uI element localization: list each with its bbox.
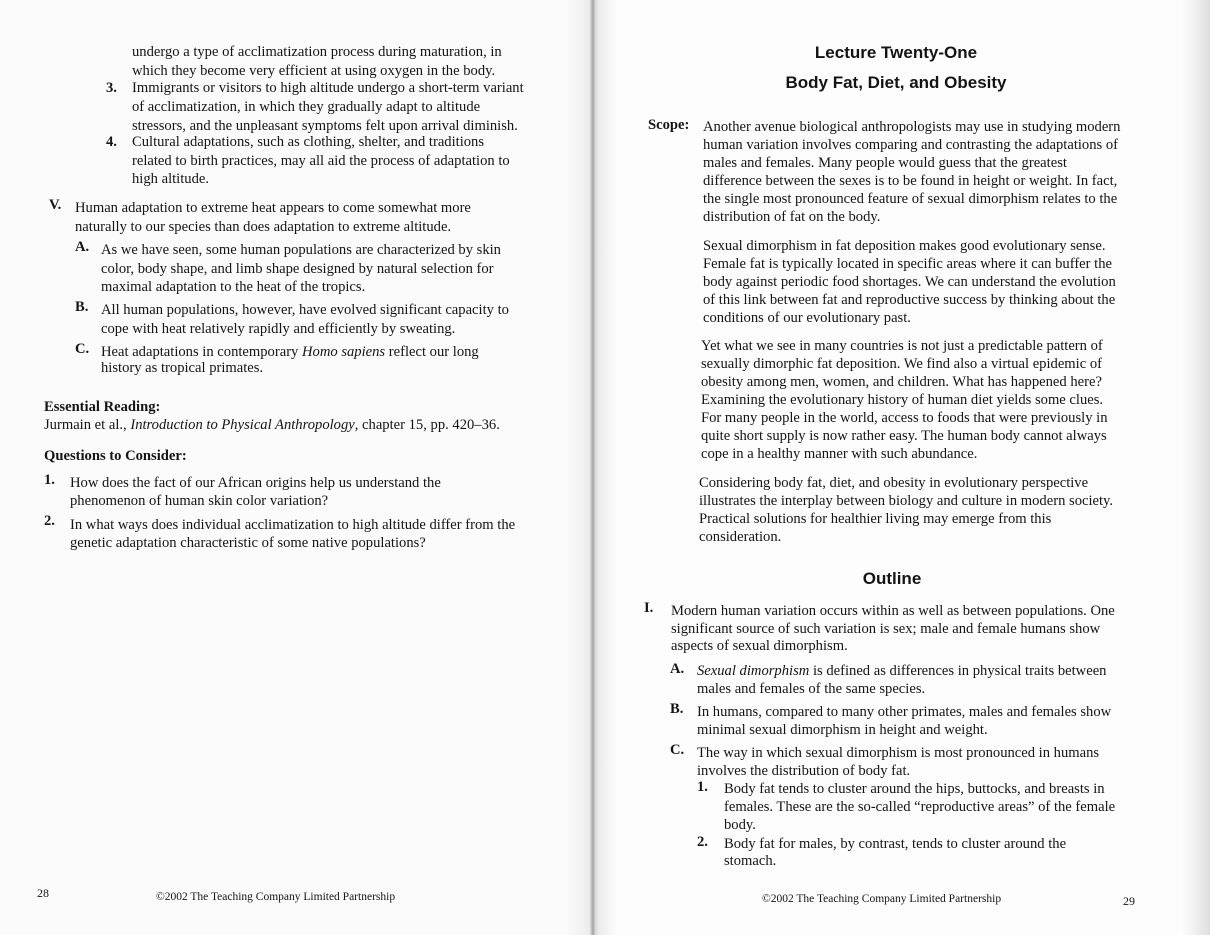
subsection-line: All human populations, however, have evolved significant capacity to bbox=[101, 302, 509, 318]
scope-line: of this link between fat and reproductive success by thinking about the bbox=[703, 292, 1116, 308]
outline-letter: A. bbox=[670, 661, 685, 677]
subsection-letter: A. bbox=[75, 239, 90, 255]
scope-line: Yet what we see in many countries is not just a predictable pattern of bbox=[701, 338, 1103, 354]
essential-reading-heading: Essential Reading: bbox=[44, 399, 161, 415]
scope-line: body against periodic food shortages. We can understand the evolution bbox=[703, 274, 1116, 290]
scope-label: Scope: bbox=[648, 117, 690, 133]
scope-line: obesity among men, women, and children. What has happened here? bbox=[701, 374, 1102, 390]
subsection-line: color, body shape, and limb shape designed by natural selection for bbox=[101, 261, 494, 277]
copyright-footer: ©2002 The Teaching Company Limited Partnership bbox=[156, 891, 396, 903]
scope-line: human variation involves comparing and contrasting the adaptations of bbox=[703, 137, 1119, 153]
question-line: phenomenon of human skin color variation? bbox=[70, 493, 329, 509]
outline-line: Modern human variation occurs within as well as between populations. One bbox=[671, 603, 1115, 619]
subsection-line: Heat adaptations in contemporary Homo sapiens reflect our long bbox=[101, 344, 479, 360]
essential-reading-citation: Jurmain et al., Introduction to Physical Anthropology, chapter 15, pp. 420–36. bbox=[44, 417, 500, 433]
question-line: In what ways does individual acclimatization to high altitude differ from the bbox=[70, 517, 516, 533]
scope-line: difference between the sexes is to be found in height or weight. In fact, bbox=[703, 173, 1118, 189]
list-item-line: stressors, and the unpleasant symptoms felt upon arrival diminish. bbox=[132, 118, 518, 134]
outline-letter: C. bbox=[670, 742, 685, 758]
outline-line: Sexual dimorphism is defined as differences in physical traits between bbox=[697, 663, 1107, 679]
right-page bbox=[598, 0, 1210, 935]
list-continuation-line: which they become very efficient at using oxygen in the body. bbox=[132, 63, 496, 79]
outline-number: 2. bbox=[697, 834, 708, 850]
questions-heading: Questions to Consider: bbox=[44, 448, 187, 464]
list-item-line: related to birth practices, may all aid the process of adaptation to bbox=[132, 153, 510, 169]
outline-line: The way in which sexual dimorphism is most pronounced in humans bbox=[697, 745, 1100, 761]
scope-line: sexually dimorphic fat deposition. We find also a virtual epidemic of bbox=[701, 356, 1102, 372]
section-line: naturally to our species than does adaptation to extreme altitude. bbox=[75, 219, 452, 235]
lecture-subtitle: Body Fat, Diet, and Obesity bbox=[785, 73, 1007, 92]
list-number: 4. bbox=[106, 134, 117, 150]
scope-line: distribution of fat on the body. bbox=[703, 209, 881, 225]
scope-line: conditions of our evolutionary past. bbox=[703, 310, 911, 326]
scope-line: illustrates the interplay between biology and culture in modern society. bbox=[699, 493, 1114, 509]
subsection-line: history as tropical primates. bbox=[101, 360, 264, 376]
outline-number: I. bbox=[644, 600, 654, 616]
left-page bbox=[0, 0, 596, 935]
subsection-line: maximal adaptation to the heat of the tropics. bbox=[101, 279, 366, 295]
question-line: genetic adaptation characteristic of some native populations? bbox=[70, 535, 426, 551]
scope-line: quite short supply is now rather easy. The human body cannot always bbox=[701, 428, 1107, 444]
outline-line: body. bbox=[724, 817, 756, 833]
subsection-letter: C. bbox=[75, 341, 90, 357]
page-number: 28 bbox=[37, 886, 49, 900]
outline-line: males and females of the same species. bbox=[697, 681, 926, 697]
scope-line: Another avenue biological anthropologists may use in studying modern bbox=[703, 119, 1121, 135]
question-number: 1. bbox=[44, 472, 55, 488]
scope-line: cope in a healthy manner with such abundance. bbox=[701, 446, 978, 462]
scope-line: Sexual dimorphism in fat deposition makes good evolutionary sense. bbox=[703, 238, 1106, 254]
outline-line: significant source of such variation is sex; male and female humans show bbox=[671, 621, 1101, 637]
book-title: Introduction to Physical Anthropology bbox=[130, 417, 355, 433]
species-name: Homo sapiens bbox=[302, 344, 386, 360]
scope-line: Considering body fat, diet, and obesity in evolutionary perspective bbox=[699, 475, 1089, 491]
list-item-line: Cultural adaptations, such as clothing, shelter, and traditions bbox=[132, 134, 485, 150]
outline-line: minimal sexual dimorphism in height and weight. bbox=[697, 722, 988, 738]
list-number: 3. bbox=[106, 80, 117, 96]
section-line: Human adaptation to extreme heat appears to come somewhat more bbox=[75, 200, 471, 216]
scope-line: Female fat is typically located in specific areas where it can buffer the bbox=[703, 256, 1112, 272]
subsection-letter: B. bbox=[75, 299, 89, 315]
list-item-line: Immigrants or visitors to high altitude undergo a short-term variant bbox=[132, 80, 524, 96]
scope-line: consideration. bbox=[699, 529, 782, 545]
outline-line: Body fat for males, by contrast, tends to cluster around the bbox=[724, 836, 1067, 852]
scope-line: Practical solutions for healthier living may emerge from this bbox=[699, 511, 1052, 527]
subsection-line: cope with heat relatively rapidly and efficiently by sweating. bbox=[101, 321, 456, 337]
outline-line: stomach. bbox=[724, 853, 777, 869]
outline-number: 1. bbox=[697, 779, 708, 795]
outline-line: In humans, compared to many other primates, males and females show bbox=[697, 704, 1112, 720]
question-line: How does the fact of our African origins help us understand the bbox=[70, 475, 441, 491]
lecture-title: Lecture Twenty-One bbox=[814, 43, 978, 62]
defined-term: Sexual dimorphism bbox=[697, 663, 810, 679]
copyright-footer: ©2002 The Teaching Company Limited Partnership bbox=[762, 893, 1002, 905]
subsection-line: As we have seen, some human populations are characterized by skin bbox=[101, 242, 501, 258]
scope-line: For many people in the world, access to foods that were previously in bbox=[701, 410, 1108, 426]
outline-line: aspects of sexual dimorphism. bbox=[671, 638, 848, 654]
page-number: 29 bbox=[1123, 894, 1135, 908]
list-item-line: of acclimatization, in which they gradually adapt to altitude bbox=[132, 99, 481, 115]
scope-line: Examining the evolutionary history of human diet yields some clues. bbox=[701, 392, 1104, 408]
section-number: V. bbox=[49, 197, 62, 213]
scope-line: males and females. Many people would guess that the greatest bbox=[703, 155, 1067, 171]
outline-letter: B. bbox=[670, 701, 684, 717]
outline-line: involves the distribution of body fat. bbox=[697, 763, 911, 779]
outline-heading: Outline bbox=[862, 569, 922, 588]
question-number: 2. bbox=[44, 513, 55, 529]
outline-line: Body fat tends to cluster around the hips, buttocks, and breasts in bbox=[724, 781, 1105, 797]
list-continuation-line: undergo a type of acclimatization process during maturation, in bbox=[132, 44, 502, 60]
outline-line: females. These are the so-called “reproductive areas” of the female bbox=[724, 799, 1116, 815]
scope-line: the single most pronounced feature of sexual dimorphism relates to the bbox=[703, 191, 1118, 207]
list-item-line: high altitude. bbox=[132, 171, 210, 187]
